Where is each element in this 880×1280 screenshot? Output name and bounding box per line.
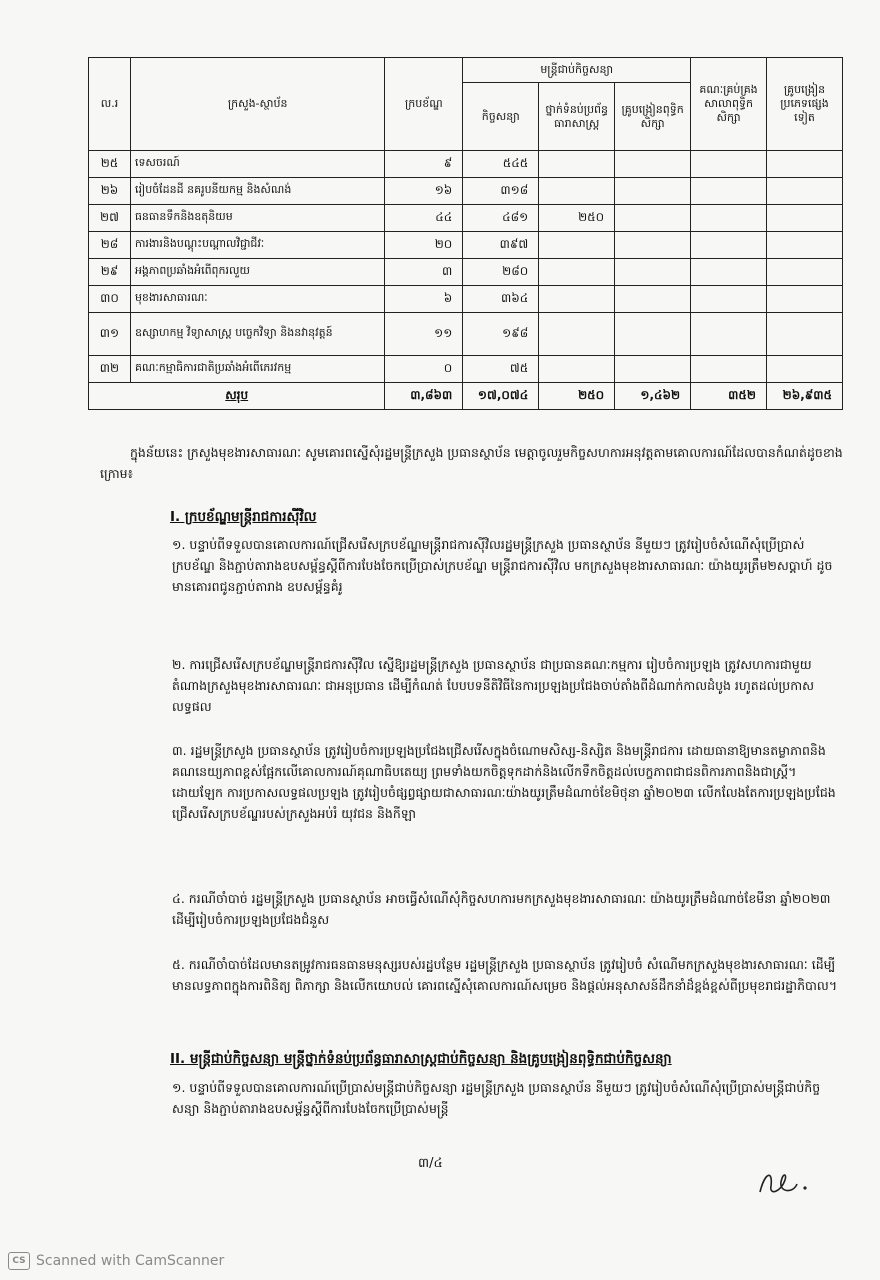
row-teacher (615, 286, 691, 313)
table-row (89, 205, 843, 232)
row-council (691, 232, 767, 259)
row-ministry: ការងារនិងបណ្តុះបណ្តាលវិជ្ជាជីវៈ (130, 232, 384, 259)
row-other (766, 151, 842, 178)
row-contract: ៣៩៧ (463, 232, 539, 259)
section2-title: II. មន្ត្រីជាប់កិច្ចសន្យា មន្ត្រីថ្នាក់ទំនប់ប្រព័ន្ធធារាសាស្ត្រជាប់កិច្ចសន្យា និងគ្រូបង្រៀនពុទ្ធិកជាប់កិច្ចសន្យា (170, 1051, 672, 1067)
row-no: ២៥ (89, 151, 131, 178)
row-quota: ១៦ (385, 178, 463, 205)
row-council (691, 151, 767, 178)
row-ministry: អង្គភាពប្រឆាំងអំពើពុករលួយ (130, 259, 384, 286)
row-council (691, 313, 767, 356)
row-contract: ១៩៨ (463, 313, 539, 356)
row-contract: ២៨០ (463, 259, 539, 286)
row-no: ៣០ (89, 286, 131, 313)
row-council (691, 286, 767, 313)
row-ministry: ទេសចរណ៍ (130, 151, 384, 178)
row-other (766, 286, 842, 313)
table-row (89, 151, 843, 178)
header-other: គ្រូបង្រៀនប្រភេទផ្សេងទៀត (766, 58, 842, 151)
row-no: ២៧ (89, 205, 131, 232)
header-council: គណៈគ្រប់គ្រងសាលាពុទ្ធិកសិក្សា (691, 58, 767, 151)
row-professional (539, 259, 615, 286)
row-other (766, 232, 842, 259)
row-ministry: មុខងារសាធារណៈ (130, 286, 384, 313)
row-other (766, 205, 842, 232)
row-other (766, 259, 842, 286)
header-professional: ថ្នាក់ទំនប់ប្រព័ន្ធធារាសាស្ត្រ (539, 83, 615, 151)
row-professional (539, 232, 615, 259)
row-professional (539, 356, 615, 383)
total-other: ២៦,៩៣៥ (766, 383, 842, 410)
row-other (766, 356, 842, 383)
quota-table (88, 57, 843, 410)
row-contract: ៣៦៤ (463, 286, 539, 313)
row-teacher (615, 205, 691, 232)
row-ministry: គណៈកម្មាធិការជាតិប្រឆាំងអំពើភេរវកម្ម (130, 356, 384, 383)
header-ministry: ក្រសួង-ស្ថាប័ន (130, 58, 384, 151)
table-row (89, 356, 843, 383)
row-council (691, 356, 767, 383)
total-professional: ២៥០ (539, 383, 615, 410)
page-number: ៣/៤ (418, 1156, 443, 1171)
row-council (691, 205, 767, 232)
section1-item-3: ៣. រដ្ឋមន្ត្រីក្រសួង ប្រធានស្ថាប័ន ត្រូវរៀបចំការប្រឡងប្រជែងជ្រើសរើសក្នុងចំណោមសិស្ស-និស្សិត និងមន្ត្រីរាជការ ដោយធានាឱ្យមានតម្លាភាពនិងគណនេយ្យភាពខ្ពស់ផ្អែកលើគោលការណ៍គុណាធិបតេយ្យ ព្រមទាំងយកចិត្តទុកដាក់និងលើកទឹកចិត្តដល់បេក្ខភាពជាជនពិការភាពនិងជាស្ត្រី។ ដោយឡែក ការប្រកាសលទ្ធផលប្រឡង ត្រូវរៀបចំផ្សព្វផ្សាយជាសាធារណៈយ៉ាងយូរត្រឹមដំណាច់ខែមិថុនា ឆ្នាំ២០២៣ លើកលែងតែការប្រឡងប្រជែងជ្រើសរើសក្របខ័ណ្ឌរបស់ក្រសួងអប់រំ យុវជន និងកីឡា (172, 743, 836, 821)
section1-title: I. ក្របខ័ណ្ឌមន្ត្រីរាជការស៊ីវិល (170, 509, 317, 525)
row-no: ៣១ (89, 313, 131, 356)
row-professional (539, 313, 615, 356)
row-other (766, 178, 842, 205)
total-label: សរុប (89, 383, 385, 410)
section1-item-4: ៤. ករណីចាំបាច់ រដ្ឋមន្ត្រីក្រសួង ប្រធានស្ថាប័ន អាចធ្វើសំណើសុំកិច្ចសហការមកក្រសួងមុខងារសាធារណៈ យ៉ាងយូរត្រឹមដំណាច់ខែមីនា ឆ្នាំ២០២៣ ដើម្បីរៀបចំការប្រឡងប្រជែងជំនួស (172, 891, 831, 927)
row-teacher (615, 151, 691, 178)
intro-paragraph: ក្នុងន័យនេះ ក្រសួងមុខងារសាធារណៈ សូមគោរពស្នើសុំរដ្ឋមន្ត្រីក្រសួង ប្រធានស្ថាប័ន មេត្តាចូលរួមកិច្ចសហការអនុវត្តតាមគោលការណ៍ដែលបានកំណត់ដូចខាងក្រោម៖ (100, 445, 843, 481)
row-quota: ១១ (385, 313, 463, 356)
row-council (691, 259, 767, 286)
row-contract: ៧៥ (463, 356, 539, 383)
row-ministry: រៀបចំដែនដី នគរូបនីយកម្ម និងសំណង់ (130, 178, 384, 205)
signature-mark (755, 1162, 815, 1202)
row-teacher (615, 356, 691, 383)
row-quota: ០ (385, 356, 463, 383)
total-council: ៣៥២ (691, 383, 767, 410)
camscanner-footer (0, 1248, 308, 1274)
header-no: ល.រ (89, 58, 131, 151)
row-teacher (615, 313, 691, 356)
section1-item-2: ២. ការជ្រើសរើសក្របខ័ណ្ឌមន្ត្រីរាជការស៊ីវិល ស្នើឱ្យរដ្ឋមន្ត្រីក្រសួង ប្រធានស្ថាប័ន ជាប្រធានគណៈកម្មការ រៀបចំការប្រឡង ត្រូវសហការជាមួយតំណាងក្រសួងមុខងារសាធារណៈ ជាអនុប្រធាន ដើម្បីកំណត់ បែបបទនីតិវិធីនៃការប្រឡងប្រជែងចាប់តាំងពីដំណាក់កាលដំបូង រហូតដល់ប្រកាសលទ្ធផល (172, 657, 815, 714)
row-no: ២៩ (89, 259, 131, 286)
row-ministry: ធនធានទឹកនិងឧតុនិយម (130, 205, 384, 232)
row-contract: ៣១៨ (463, 178, 539, 205)
row-professional: ២៥០ (539, 205, 615, 232)
row-quota: ៣ (385, 259, 463, 286)
row-contract: ៤៨១ (463, 205, 539, 232)
table-row (89, 232, 843, 259)
total-row (89, 383, 843, 410)
section1-item-5: ៥. ករណីចាំបាច់ដែលមានតម្រូវការធនធានមនុស្សរបស់រដ្ឋបន្ថែម រដ្ឋមន្ត្រីក្រសួង ប្រធានស្ថាប័ន ត្រូវរៀបចំ សំណើមកក្រសួងមុខងារសាធារណៈ ដើម្បីមានលទ្ធភាពក្នុងការពិនិត្យ ពិភាក្សា និងលើកយោបល់ គោរពស្នើសុំគោលការណ៍សម្រេច និងផ្តល់អនុសាសន៍ដឹកនាំដ៏ខ្ពង់ខ្ពស់ពីប្រមុខរាជរដ្ឋាភិបាល។ (172, 957, 838, 993)
header-teacher: គ្រូបង្រៀនពុទ្ធិកសិក្សា (615, 83, 691, 151)
row-no: ២៦ (89, 178, 131, 205)
table-header-row (89, 58, 843, 83)
table-row (89, 259, 843, 286)
row-quota: ២០ (385, 232, 463, 259)
row-ministry: ឧស្សាហកម្ម វិទ្យាសាស្ត្រ បច្ចេកវិទ្យា និងនវានុវត្តន៍ (130, 313, 384, 356)
header-quota: ក្របខ័ណ្ឌ (385, 58, 463, 151)
table-row (89, 313, 843, 356)
section1-item-1: ១. បន្ទាប់ពីទទួលបានគោលការណ៍ជ្រើសរើសក្របខ័ណ្ឌមន្ត្រីរាជការស៊ីវិលរដ្ឋមន្ត្រីក្រសួង ប្រធានស្ថាប័ន នីមួយៗ ត្រូវរៀបចំសំណើសុំប្រើប្រាស់ក្របខ័ណ្ឌ និងភ្ជាប់តារាងឧបសម្ព័ន្ធស្តីពីការបែងចែកប្រើប្រាស់ក្របខ័ណ្ឌ មន្ត្រីរាជការស៊ីវិល មកក្រសួងមុខងារសាធារណៈ យ៉ាងយូរត្រឹម២សប្តាហ៍ ដូចមានគោរពជូនភ្ជាប់តារាង ឧបសម្ព័ន្ធគំរូ (172, 537, 833, 594)
total-quota: ៣,៨៦៣ (385, 383, 463, 410)
total-contract: ១៧,០៧៤ (463, 383, 539, 410)
total-teacher: ១,៤៦២ (615, 383, 691, 410)
camscanner-logo-icon: CS (8, 1252, 30, 1270)
table-body (89, 151, 843, 383)
row-no: ៣២ (89, 356, 131, 383)
row-professional (539, 286, 615, 313)
section2-item-1: ១. បន្ទាប់ពីទទួលបានគោលការណ៍ប្រើប្រាស់មន្ត្រីជាប់កិច្ចសន្យា រដ្ឋមន្ត្រីក្រសួង ប្រធានស្ថាប័ន នីមួយៗ ត្រូវរៀបចំសំណើសុំប្រើប្រាស់មន្ត្រីជាប់កិច្ចសន្យា និងភ្ជាប់តារាងឧបសម្ព័ន្ធស្តីពីការបែងចែកប្រើប្រាស់មន្ត្រី (172, 1080, 821, 1116)
table-row (89, 178, 843, 205)
header-contract-group: មន្ត្រីជាប់កិច្ចសន្យា (463, 58, 691, 83)
row-professional (539, 178, 615, 205)
row-other (766, 313, 842, 356)
row-quota: ៩ (385, 151, 463, 178)
row-council (691, 178, 767, 205)
row-contract: ៥៤៥ (463, 151, 539, 178)
camscanner-text: Scanned with CamScanner (36, 1253, 225, 1269)
table-row (89, 286, 843, 313)
row-teacher (615, 232, 691, 259)
row-teacher (615, 259, 691, 286)
row-professional (539, 151, 615, 178)
header-contract: កិច្ចសន្យា (463, 83, 539, 151)
row-quota: ៤៤ (385, 205, 463, 232)
row-teacher (615, 178, 691, 205)
row-no: ២៨ (89, 232, 131, 259)
row-quota: ៦ (385, 286, 463, 313)
